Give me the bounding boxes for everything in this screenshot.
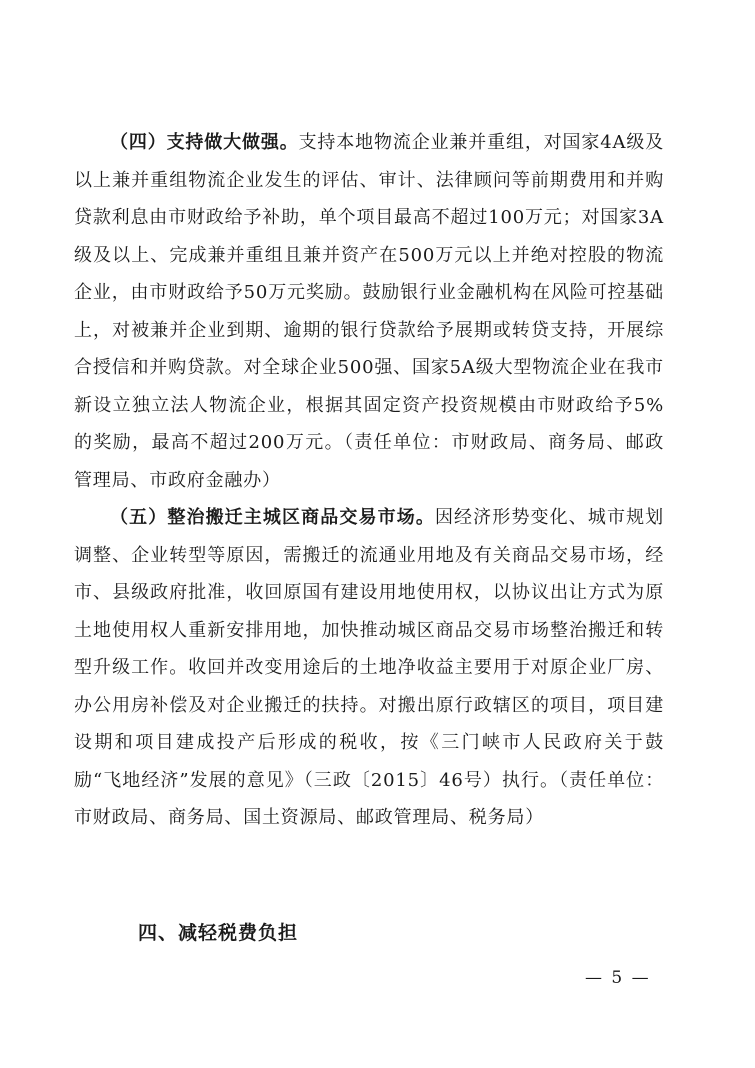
- section-heading: 四、减轻税费负担: [138, 922, 299, 944]
- paragraph-text: 因经济形势变化、城市规划调整、企业转型等原因，需搬迁的流通业用地及有关商品交易市场，经市、县级政府批准，收回原国有建设用地使用权，以协议出让方式为原土地使用权人重新安排用地，加快推动城区商品交易市场整治搬迁和转型升级工作。收回并改变用途后的土地净收益主要用于对原企业厂房、办公用房补偿及对企业搬迁的扶持。对搬出原行政辖区的项目，项目建设期和项目建成投产后形成的税收，按《三门峡市人民政府关于鼓励“飞地经济”发展的意见》（三政〔2015〕46号）执行。（责任单位：市财政局、商务局、国土资源局、邮政管理局、税务局）: [74, 507, 664, 828]
- paragraph-text: 支持本地物流企业兼并重组，对国家4A级及以上兼并重组物流企业发生的评估、审计、法律顾问等前期费用和并购贷款利息由市财政给予补助，单个项目最高不超过100万元；对国家3A级及以上、完成兼并重组且兼并资产在500万元以上并绝对控股的物流企业，由市财政给予50万元奖励。鼓励银行业金融机构在风险可控基础上，对被兼并企业到期、逾期的银行贷款给予展期或转贷支持，开展综合授信和并购贷款。对全球企业500强、国家5A级大型物流企业在我市新设立独立法人物流企业，根据其固定资产投资规模由市财政给予5%的奖励，最高不超过200万元。（责任单位：市财政局、商务局、邮政管理局、市政府金融办）: [74, 132, 665, 491]
- document-body: [74, 124, 664, 837]
- paragraph-lead: （四）支持做大做强。: [110, 132, 299, 153]
- paragraph-lead: （五）整治搬迁主城区商品交易市场。: [110, 507, 435, 528]
- paragraph-market-relocation: [74, 499, 664, 837]
- paragraph-support-growth: [74, 124, 664, 499]
- page-number: — 5 —: [585, 968, 651, 988]
